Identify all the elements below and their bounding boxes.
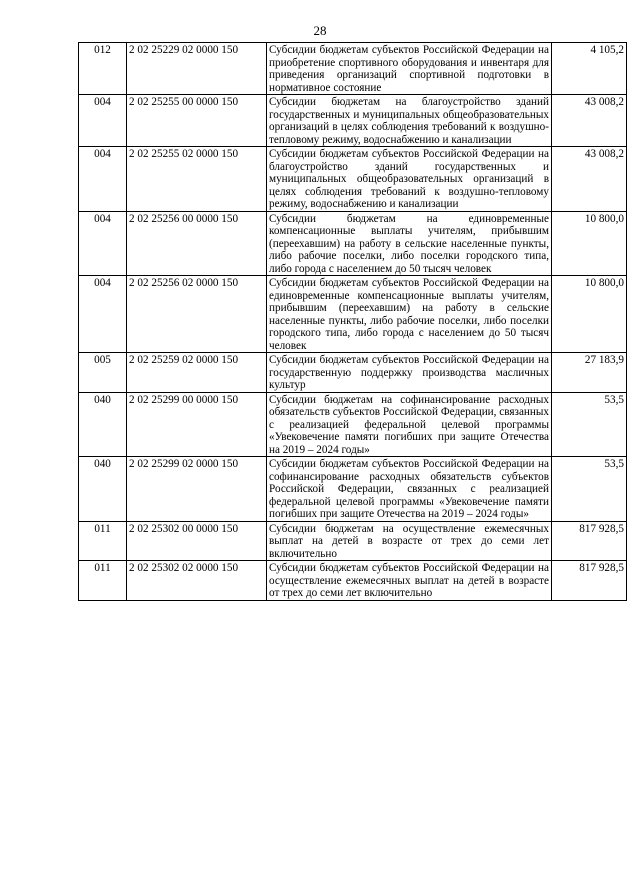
kbk-cell: 2 02 25299 02 0000 150 xyxy=(127,457,267,522)
amount-cell: 53,5 xyxy=(552,457,627,522)
table-row xyxy=(79,147,627,212)
kbk-cell: 2 02 25255 02 0000 150 xyxy=(127,147,267,212)
admin-code-cell: 004 xyxy=(79,95,127,147)
income-name-cell: Субсидии бюджетам субъектов Российской Федерации на приобретение спортивного оборудования и инвентаря для приведения организаций спортивной подготовки в нормативное состояние xyxy=(267,43,552,95)
table-row xyxy=(79,95,627,147)
income-name-cell: Субсидии бюджетам на софинансирование расходных обязательств субъектов Российской Федерации, связанных с реализацией федеральной целевой программы «Увековечение памяти погибших при защите Отечества на 2019 – 2024 годы» xyxy=(267,392,552,457)
table-row xyxy=(79,561,627,601)
amount-cell: 817 928,5 xyxy=(552,521,627,561)
kbk-cell: 2 02 25302 02 0000 150 xyxy=(127,561,267,601)
admin-code-cell: 004 xyxy=(79,276,127,353)
table-row xyxy=(79,521,627,561)
kbk-cell: 2 02 25255 00 0000 150 xyxy=(127,95,267,147)
amount-cell: 43 008,2 xyxy=(552,95,627,147)
income-name-cell: Субсидии бюджетам субъектов Российской Федерации на единовременные компенсационные выплаты учителям, прибывшим (переехавшим) на работу в сельские населенные пункты, либо рабочие поселки, либо поселки городского типа, либо города с населением до 50 тысяч человек xyxy=(267,276,552,353)
income-name-cell: Субсидии бюджетам на единовременные компенсационные выплаты учителям, прибывшим (переехавшим) на работу в сельские населенные пункты, либо рабочие поселки, либо поселки городского типа, либо города с населением до 50 тысяч человек xyxy=(267,211,552,276)
amount-cell: 10 800,0 xyxy=(552,276,627,353)
admin-code-cell: 011 xyxy=(79,521,127,561)
admin-code-cell: 005 xyxy=(79,353,127,393)
amount-cell: 53,5 xyxy=(552,392,627,457)
income-name-cell: Субсидии бюджетам субъектов Российской Федерации на осуществление ежемесячных выплат на детей в возрасте от трех до семи лет включительно xyxy=(267,561,552,601)
income-name-cell: Субсидии бюджетам на благоустройство зданий государственных и муниципальных общеобразовательных организаций в целях соблюдения требований к воздушно-тепловому режиму, водоснабжению и канализации xyxy=(267,95,552,147)
admin-code-cell: 012 xyxy=(79,43,127,95)
table-row xyxy=(79,392,627,457)
kbk-cell: 2 02 25302 00 0000 150 xyxy=(127,521,267,561)
amount-cell: 43 008,2 xyxy=(552,147,627,212)
amount-cell: 4 105,2 xyxy=(552,43,627,95)
kbk-cell: 2 02 25299 00 0000 150 xyxy=(127,392,267,457)
admin-code-cell: 040 xyxy=(79,392,127,457)
income-name-cell: Субсидии бюджетам на осуществление ежемесячных выплат на детей в возрасте от трех до семи лет включительно xyxy=(267,521,552,561)
income-name-cell: Субсидии бюджетам субъектов Российской Федерации на государственную поддержку производства масличных культур xyxy=(267,353,552,393)
kbk-cell: 2 02 25256 02 0000 150 xyxy=(127,276,267,353)
table-row xyxy=(79,457,627,522)
table-row xyxy=(79,353,627,393)
kbk-cell: 2 02 25259 02 0000 150 xyxy=(127,353,267,393)
page-number: 28 xyxy=(313,23,327,38)
amount-cell: 10 800,0 xyxy=(552,211,627,276)
budget-table xyxy=(78,42,627,601)
income-name-cell: Субсидии бюджетам субъектов Российской Федерации на софинансирование расходных обязательств субъектов Российской Федерации, связанных с реализацией федеральной целевой программы «Увековечение памяти погибших при защите Отечества на 2019 – 2024 годы» xyxy=(267,457,552,522)
admin-code-cell: 004 xyxy=(79,211,127,276)
amount-cell: 27 183,9 xyxy=(552,353,627,393)
table-row xyxy=(79,43,627,95)
admin-code-cell: 004 xyxy=(79,147,127,212)
income-name-cell: Субсидии бюджетам субъектов Российской Федерации на благоустройство зданий государственных и муниципальных общеобразовательных организаций в целях соблюдения требований к воздушно-тепловому режиму, водоснабжению и канализации xyxy=(267,147,552,212)
table-row xyxy=(79,276,627,353)
table-row xyxy=(79,211,627,276)
admin-code-cell: 011 xyxy=(79,561,127,601)
admin-code-cell: 040 xyxy=(79,457,127,522)
amount-cell: 817 928,5 xyxy=(552,561,627,601)
kbk-cell: 2 02 25229 02 0000 150 xyxy=(127,43,267,95)
kbk-cell: 2 02 25256 00 0000 150 xyxy=(127,211,267,276)
